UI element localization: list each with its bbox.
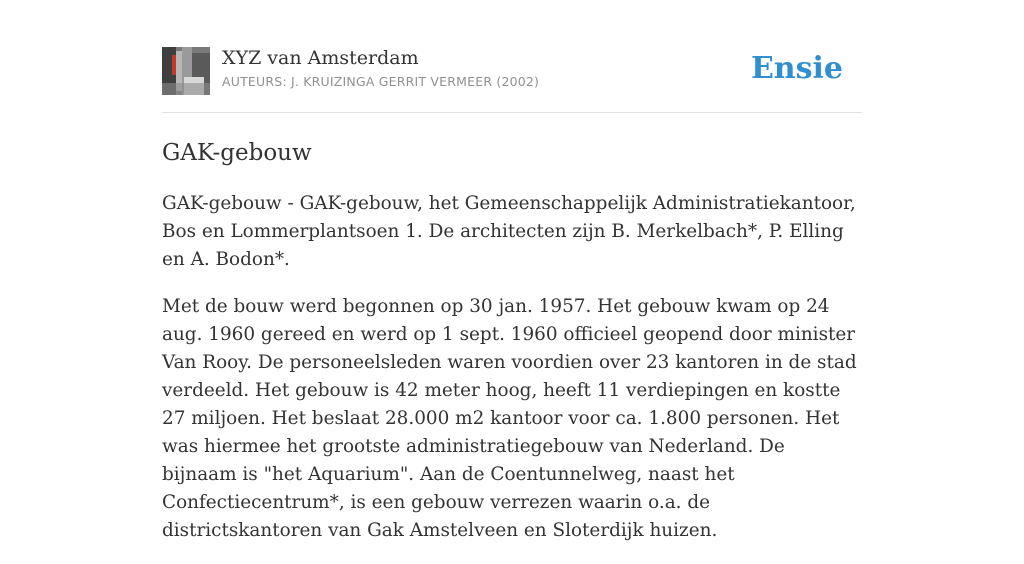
article-body	[162, 190, 864, 564]
source-header	[162, 0, 862, 113]
source-title[interactable]: XYZ van Amsterdam	[222, 47, 419, 69]
article-paragraph: Met de bouw werd begonnen op 30 jan. 1957. Het gebouw kwam op 24 aug. 1960 gereed en werd op 1 sept. 1960 officieel geopend door minister Van Rooy. De personeelsleden waren voordien over 23 kantoren in de stad verdeeld. Het gebouw is 42 meter hoog, heeft 11 verdiepingen en kostte 27 miljoen. Het beslaat 28.000 m2 kantoor voor ca. 1.800 personen. Het was hiermee het grootste administratiegebouw van Nederland. De bijnaam is "het Aquarium". Aan de Coentunnelweg, naast het Confectiecentrum*, is een gebouw verrezen waarin o.a. de districtskantoren van Gak Amstelveen en Sloterdijk huizen.	[162, 296, 857, 541]
source-authors: AUTEURS: J. KRUIZINGA GERRIT VERMEER (2002)	[222, 74, 540, 89]
content-column	[162, 0, 862, 541]
source-avatar[interactable]	[162, 47, 210, 95]
book-cover-image	[162, 47, 210, 95]
ensie-logo[interactable]: Ensie	[750, 51, 843, 86]
article-paragraph: GAK-gebouw - GAK-gebouw, het Gemeenschappelijk Administratiekantoor, Bos en Lommerplantsoen 1. De architecten zijn B. Merkelbach*, P. Elling en A. Bodon*.	[162, 193, 856, 270]
article-title: GAK-gebouw	[162, 140, 312, 166]
